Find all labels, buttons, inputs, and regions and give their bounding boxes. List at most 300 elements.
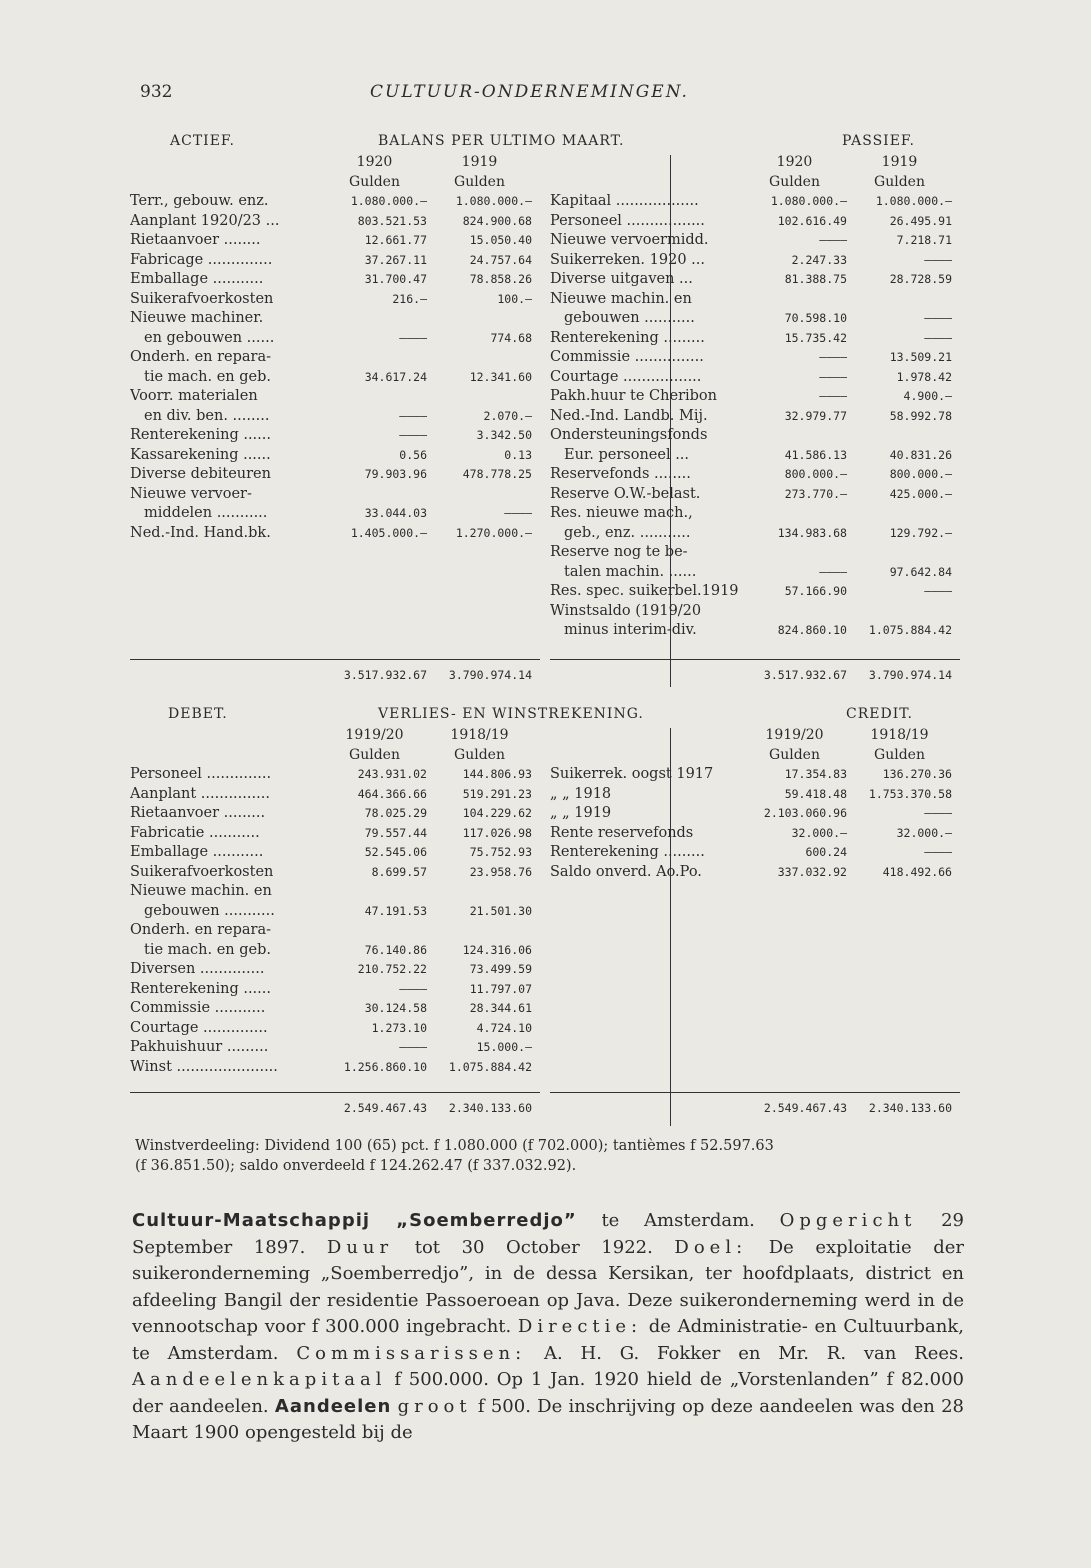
text-run: tot 30 October 1922. bbox=[393, 1236, 675, 1258]
balance-row bbox=[130, 212, 540, 232]
text-run: te Amsterdam. bbox=[576, 1210, 780, 1231]
row-value: 7.218.71 bbox=[896, 233, 952, 247]
row-value: 12.661.77 bbox=[364, 233, 427, 247]
row-label: Renterekening ...... bbox=[130, 980, 271, 997]
text-run: f 500.000. Op 1 Jan. 1920 hield de „Vorstenlanden” f 82.000 der aandeelen. bbox=[132, 1369, 964, 1417]
pl-row bbox=[550, 785, 960, 805]
row-value: 104.229.62 bbox=[462, 806, 532, 820]
row-label: Courtage .............. bbox=[130, 1019, 268, 1036]
row-value: 31.700.47 bbox=[364, 272, 427, 286]
row-label: Courtage ................. bbox=[550, 368, 702, 385]
total-1919: 3.790.974.14 bbox=[868, 668, 952, 682]
row-value: 21.501.30 bbox=[469, 903, 532, 918]
row-value: 0.13 bbox=[504, 447, 532, 462]
balance-row bbox=[550, 348, 960, 368]
row-value: 1.075.884.42 bbox=[448, 1059, 532, 1074]
row-value bbox=[427, 882, 532, 902]
row-label: Renterekening ......... bbox=[550, 329, 705, 346]
row-label: Pakhuishuur ......... bbox=[130, 1039, 269, 1055]
total-1919-20: 2.549.467.43 bbox=[763, 1101, 847, 1115]
row-label: Personeel .............. bbox=[130, 766, 272, 782]
year-header bbox=[550, 726, 960, 746]
row-label: Saldo onverd. Ao.Po. bbox=[550, 863, 702, 880]
currency-label: Gulden bbox=[874, 173, 925, 190]
row-value: ———— bbox=[399, 981, 427, 996]
pl-title: VERLIES- EN WINSTREKENING. bbox=[378, 706, 644, 722]
row-value: ———— bbox=[924, 584, 952, 598]
row-value: 1.978.42 bbox=[896, 369, 952, 384]
currency-header bbox=[130, 173, 540, 193]
row-value bbox=[322, 921, 427, 941]
distribution-line: Winstverdeeling: Dividend 100 (65) pct. f 1.080.000 (f 702.000); tantièmes f 52.597.63 bbox=[135, 1138, 774, 1154]
balance-row bbox=[550, 621, 960, 641]
row-value bbox=[427, 309, 532, 329]
row-label: Voorr. materialen bbox=[130, 388, 258, 404]
balance-row bbox=[550, 485, 960, 505]
row-value: 800.000.— bbox=[889, 467, 952, 481]
currency-label: Gulden bbox=[454, 173, 505, 190]
profit-loss-account bbox=[130, 706, 960, 1126]
balance-sheet bbox=[130, 133, 960, 693]
actief-column bbox=[130, 153, 540, 543]
year-1919-20: 1919/20 bbox=[345, 727, 404, 743]
row-label: Fabricage .............. bbox=[130, 251, 273, 268]
row-value: 8.699.57 bbox=[371, 864, 427, 879]
row-label: Renterekening ......... bbox=[550, 844, 705, 860]
balance-row bbox=[550, 563, 960, 583]
row-value: 337.032.92 bbox=[777, 864, 847, 879]
row-value: 75.752.93 bbox=[469, 845, 532, 859]
row-label: Suikerrek. oogst 1917 bbox=[550, 766, 714, 782]
balance-row bbox=[130, 446, 540, 466]
balance-row bbox=[130, 192, 540, 212]
row-label: „ „ 1918 bbox=[550, 785, 612, 802]
row-label: Commissie ............... bbox=[550, 349, 704, 365]
row-label: Kassarekening ...... bbox=[130, 446, 271, 463]
passief-label: PASSIEF. bbox=[842, 133, 915, 149]
row-value: 478.778.25 bbox=[462, 467, 532, 481]
balance-row bbox=[550, 426, 960, 446]
row-value bbox=[322, 309, 427, 329]
passief-total bbox=[550, 659, 960, 686]
balance-row bbox=[550, 543, 960, 563]
page-header bbox=[140, 82, 961, 106]
row-value: 1.080.000.— bbox=[770, 194, 847, 208]
spaced-heading: Commissarissen: bbox=[296, 1342, 527, 1364]
row-value: 28.344.61 bbox=[469, 1001, 532, 1015]
pl-row bbox=[130, 863, 540, 883]
distribution-line: (f 36.851.50); saldo onverdeeld f 124.262.47 (f 337.032.92). bbox=[135, 1158, 577, 1174]
balance-row bbox=[130, 329, 540, 349]
credit-column bbox=[550, 726, 960, 882]
pl-row bbox=[550, 863, 960, 883]
row-value: 425.000.— bbox=[889, 486, 952, 501]
row-value: ———— bbox=[819, 350, 847, 364]
row-value: 418.492.66 bbox=[882, 864, 952, 879]
row-value: 15.050.40 bbox=[469, 233, 532, 247]
row-label: Fabricatie ........... bbox=[130, 824, 260, 841]
row-value: ———— bbox=[399, 330, 427, 345]
page-number: 932 bbox=[140, 82, 173, 102]
row-label: minus interim-div. bbox=[564, 622, 697, 638]
row-value: 97.642.84 bbox=[889, 564, 952, 579]
year-1918-19: 1918/19 bbox=[450, 727, 509, 743]
balance-row bbox=[550, 251, 960, 271]
row-label: Personeel ................. bbox=[550, 212, 705, 229]
row-value bbox=[322, 485, 427, 505]
row-value bbox=[742, 504, 847, 524]
row-value: 0.56 bbox=[399, 447, 427, 462]
profit-distribution-note bbox=[135, 1136, 965, 1176]
row-value: 33.044.03 bbox=[364, 506, 427, 520]
row-value: 600.24 bbox=[805, 845, 847, 859]
row-value: 824.900.68 bbox=[462, 213, 532, 228]
balance-row bbox=[550, 212, 960, 232]
row-value: 210.752.22 bbox=[357, 962, 427, 976]
row-label: middelen ........... bbox=[144, 505, 268, 521]
row-value: 243.931.02 bbox=[357, 767, 427, 781]
row-value: 117.026.98 bbox=[462, 825, 532, 840]
row-label: Terr., gebouw. enz. bbox=[130, 193, 269, 209]
row-value: 273.770.— bbox=[784, 486, 847, 501]
pl-row bbox=[130, 785, 540, 805]
passief-column bbox=[550, 153, 960, 641]
row-value bbox=[742, 543, 847, 563]
row-value: ———— bbox=[924, 330, 952, 345]
spaced-heading: Opgericht bbox=[779, 1210, 917, 1231]
total-1918-19: 2.340.133.60 bbox=[448, 1101, 532, 1115]
total-1919-20: 2.549.467.43 bbox=[343, 1101, 427, 1115]
row-label: Nieuwe machiner. bbox=[130, 310, 264, 326]
pl-row bbox=[130, 960, 540, 980]
text-run: De exploitatie der suikeronderneming „Soemberredjo”, in de dessa Kersikan, ter hoofdplaats, district en afdeeling Bangil der residentie Passoeroean op Java. Deze suikeronderneming werd in de vennootschap voor f 300.000 ingebracht. bbox=[132, 1236, 964, 1337]
text-run: f 500. De inschrijving op deze aandeelen was den 28 Maart 1900 opengesteld bij de bbox=[132, 1395, 964, 1443]
year-header bbox=[130, 726, 540, 746]
row-value: 519.291.23 bbox=[462, 786, 532, 801]
spaced-heading: Aandeelenkapitaal bbox=[132, 1369, 387, 1390]
row-value: 1.075.884.42 bbox=[868, 623, 952, 637]
balance-row bbox=[550, 407, 960, 427]
row-label: Renterekening ...... bbox=[130, 427, 271, 443]
row-value bbox=[847, 426, 952, 446]
pl-row bbox=[130, 902, 540, 922]
row-value: 17.354.83 bbox=[784, 767, 847, 781]
row-label: Res. nieuwe mach., bbox=[550, 505, 693, 521]
row-label: Emballage ........... bbox=[130, 271, 264, 287]
year-1919: 1919 bbox=[461, 154, 498, 170]
row-value: 58.992.78 bbox=[889, 408, 952, 423]
balance-row bbox=[550, 446, 960, 466]
pl-row bbox=[130, 999, 540, 1019]
row-value: 1.273.10 bbox=[371, 1020, 427, 1035]
text-run: A. H. G. Fokker en Mr. R. van Rees. bbox=[526, 1342, 964, 1364]
company-description bbox=[132, 1208, 964, 1447]
row-value: 78.025.29 bbox=[364, 806, 427, 820]
row-value: 1.080.000.— bbox=[875, 194, 952, 208]
balance-title-row bbox=[130, 133, 960, 153]
row-value: 15.735.42 bbox=[784, 330, 847, 345]
text-run: 29 September 1897. bbox=[132, 1210, 964, 1258]
year-1918-19: 1918/19 bbox=[870, 727, 929, 743]
row-label: Suikerreken. 1920 ... bbox=[550, 251, 705, 268]
row-value: 824.860.10 bbox=[777, 623, 847, 637]
row-value: 76.140.86 bbox=[364, 942, 427, 957]
pl-row bbox=[130, 824, 540, 844]
row-value: 47.191.53 bbox=[364, 903, 427, 918]
row-value: 11.797.07 bbox=[469, 981, 532, 996]
row-label: Diversen .............. bbox=[130, 961, 265, 977]
row-value: ———— bbox=[819, 564, 847, 579]
row-value: 464.366.66 bbox=[357, 786, 427, 801]
balance-row bbox=[130, 251, 540, 271]
balance-row bbox=[130, 290, 540, 310]
row-label: Kapitaal .................. bbox=[550, 193, 699, 209]
company-name: Cultuur-Maatschappij „Soemberredjo” bbox=[132, 1210, 577, 1231]
spaced-heading: groot bbox=[397, 1395, 472, 1417]
row-value: ———— bbox=[819, 389, 847, 403]
year-header bbox=[550, 153, 960, 173]
row-value: 52.545.06 bbox=[364, 845, 427, 859]
row-value bbox=[847, 504, 952, 524]
row-value: 24.757.64 bbox=[469, 252, 532, 267]
row-value: 79.557.44 bbox=[364, 825, 427, 840]
spaced-heading: Directie: bbox=[517, 1316, 643, 1337]
row-value: ———— bbox=[819, 233, 847, 247]
total-1918-19: 2.340.133.60 bbox=[868, 1101, 952, 1115]
currency-label: Gulden bbox=[769, 173, 820, 190]
row-label: tie mach. en geb. bbox=[144, 941, 272, 958]
row-label: en div. ben. ........ bbox=[144, 407, 270, 424]
year-1919: 1919 bbox=[881, 154, 918, 170]
balance-row bbox=[550, 192, 960, 212]
row-value: 800.000.— bbox=[784, 467, 847, 481]
actief-label: ACTIEF. bbox=[170, 133, 235, 149]
row-value: 40.831.26 bbox=[889, 447, 952, 462]
pl-row bbox=[130, 882, 540, 902]
year-header bbox=[130, 153, 540, 173]
row-value: 1.080.000.— bbox=[455, 194, 532, 208]
row-value: 26.495.91 bbox=[889, 213, 952, 228]
row-label: Ned.-Ind. Landb. Mij. bbox=[550, 407, 708, 424]
debet-column bbox=[130, 726, 540, 1077]
row-label: Onderh. en repara- bbox=[130, 922, 272, 938]
balance-row bbox=[550, 504, 960, 524]
balance-row bbox=[130, 485, 540, 505]
balance-row bbox=[550, 524, 960, 544]
balance-row bbox=[130, 407, 540, 427]
balance-row bbox=[550, 368, 960, 388]
row-value: 1.256.860.10 bbox=[343, 1059, 427, 1074]
row-value bbox=[427, 387, 532, 407]
row-value: ———— bbox=[924, 845, 952, 859]
row-label: Commissie ........... bbox=[130, 1000, 266, 1016]
pl-row bbox=[130, 921, 540, 941]
row-value: 73.499.59 bbox=[469, 962, 532, 976]
row-value: 59.418.48 bbox=[784, 786, 847, 801]
row-value: 4.900.— bbox=[903, 389, 952, 403]
row-value: 124.316.06 bbox=[462, 942, 532, 957]
row-value: 13.509.21 bbox=[889, 350, 952, 364]
balance-title: BALANS PER ULTIMO MAART. bbox=[378, 133, 625, 149]
row-value: 79.903.96 bbox=[364, 467, 427, 481]
row-label: Reserve nog te be- bbox=[550, 544, 688, 560]
row-value: 1.080.000.— bbox=[350, 194, 427, 208]
text-run: de Administratie- en Cultuurbank, te Amsterdam. bbox=[132, 1316, 964, 1364]
balance-row bbox=[130, 387, 540, 407]
row-label: tie mach. en geb. bbox=[144, 368, 272, 385]
currency-label: Gulden bbox=[874, 746, 925, 763]
row-value bbox=[427, 921, 532, 941]
balance-row bbox=[130, 426, 540, 446]
pl-row bbox=[130, 765, 540, 785]
balance-row bbox=[130, 348, 540, 368]
balance-row bbox=[550, 270, 960, 290]
row-label: gebouwen ........... bbox=[564, 310, 695, 326]
row-value: 136.270.36 bbox=[882, 767, 952, 781]
balance-row bbox=[550, 602, 960, 622]
row-value bbox=[847, 543, 952, 563]
balance-row bbox=[130, 309, 540, 329]
pl-title-row bbox=[130, 706, 960, 726]
row-label: Winst ...................... bbox=[130, 1058, 278, 1075]
pl-row bbox=[550, 804, 960, 824]
row-label: en gebouwen ...... bbox=[144, 329, 275, 346]
row-label: Reservefonds ........ bbox=[550, 466, 691, 482]
actief-total bbox=[130, 659, 540, 686]
debet-label: DEBET. bbox=[168, 706, 228, 722]
row-label: Rietaanvoer ......... bbox=[130, 805, 266, 821]
balance-row bbox=[550, 465, 960, 485]
row-value: ———— bbox=[924, 252, 952, 267]
credit-total bbox=[550, 1092, 960, 1119]
balance-row bbox=[550, 309, 960, 329]
row-label: Emballage ........... bbox=[130, 844, 264, 860]
row-value: ———— bbox=[924, 311, 952, 325]
row-value: 30.124.58 bbox=[364, 1001, 427, 1015]
currency-label: Gulden bbox=[349, 173, 400, 190]
row-value: 81.388.75 bbox=[784, 272, 847, 286]
row-value bbox=[742, 426, 847, 446]
row-value: 28.728.59 bbox=[889, 272, 952, 286]
pl-row bbox=[130, 941, 540, 961]
pl-row bbox=[550, 843, 960, 863]
row-value: 12.341.60 bbox=[469, 369, 532, 384]
row-value: 216.— bbox=[392, 291, 427, 306]
row-label: Winstsaldo (1919/20 bbox=[550, 602, 702, 619]
row-label: Reserve O.W.-belast. bbox=[550, 485, 701, 502]
row-value: ———— bbox=[399, 428, 427, 442]
pl-row bbox=[130, 1058, 540, 1078]
row-value bbox=[427, 348, 532, 368]
row-label: Aanplant 1920/23 ... bbox=[130, 212, 280, 229]
total-1919: 3.790.974.14 bbox=[448, 668, 532, 682]
row-label: Nieuwe machin. en bbox=[550, 290, 692, 307]
total-1920: 3.517.932.67 bbox=[763, 668, 847, 682]
row-label: Onderh. en repara- bbox=[130, 349, 272, 365]
row-value: 2.247.33 bbox=[791, 252, 847, 267]
row-label: Nieuwe vervoer- bbox=[130, 485, 252, 502]
row-value bbox=[322, 387, 427, 407]
balance-row bbox=[130, 231, 540, 251]
row-value: 32.000.— bbox=[791, 825, 847, 840]
currency-label: Gulden bbox=[349, 746, 400, 763]
row-label: Suikerafvoerkosten bbox=[130, 290, 274, 307]
row-label: gebouwen ........... bbox=[144, 902, 275, 919]
row-label: Suikerafvoerkosten bbox=[130, 863, 274, 880]
row-label: Rietaanvoer ........ bbox=[130, 232, 261, 248]
spaced-heading: Duur bbox=[326, 1236, 394, 1258]
row-label: Diverse debiteuren bbox=[130, 466, 271, 482]
row-value: 2.070.— bbox=[483, 408, 532, 423]
row-value: ———— bbox=[399, 1040, 427, 1054]
year-1919-20: 1919/20 bbox=[765, 727, 824, 743]
balance-row bbox=[550, 329, 960, 349]
row-label: Aanplant ............... bbox=[130, 785, 270, 802]
row-label: Res. spec. suikerbel.1919 bbox=[550, 583, 739, 599]
debet-total bbox=[130, 1092, 540, 1119]
pl-row bbox=[130, 980, 540, 1000]
pl-row bbox=[550, 824, 960, 844]
balance-row bbox=[130, 368, 540, 388]
row-value: 803.521.53 bbox=[357, 213, 427, 228]
spaced-heading: Doel: bbox=[674, 1236, 748, 1258]
row-value: 41.586.13 bbox=[784, 447, 847, 462]
row-value: 78.858.26 bbox=[469, 272, 532, 286]
row-value bbox=[322, 882, 427, 902]
row-value: 134.983.68 bbox=[777, 525, 847, 540]
currency-header bbox=[550, 746, 960, 766]
row-label: Nieuwe machin. en bbox=[130, 883, 272, 899]
row-value: 32.979.77 bbox=[784, 408, 847, 423]
row-label: „ „ 1919 bbox=[550, 805, 612, 821]
row-value bbox=[322, 348, 427, 368]
row-label: talen machin. ...... bbox=[564, 563, 697, 580]
row-value: 34.617.24 bbox=[364, 369, 427, 384]
currency-header bbox=[550, 173, 960, 193]
balance-row bbox=[130, 465, 540, 485]
row-label: Nieuwe vervoermidd. bbox=[550, 232, 709, 248]
row-value: 23.958.76 bbox=[469, 864, 532, 879]
row-value: 129.792.— bbox=[889, 525, 952, 540]
row-value: 37.267.11 bbox=[364, 252, 427, 267]
row-value bbox=[742, 290, 847, 310]
credit-label: CREDIT. bbox=[846, 706, 913, 722]
row-value: 2.103.060.96 bbox=[763, 806, 847, 820]
row-value: 1.405.000.— bbox=[350, 525, 427, 540]
year-1920: 1920 bbox=[776, 154, 813, 170]
row-value bbox=[847, 602, 952, 622]
row-value: ———— bbox=[399, 408, 427, 423]
row-label: Ondersteuningsfonds bbox=[550, 427, 708, 443]
row-value: 4.724.10 bbox=[476, 1020, 532, 1035]
currency-label: Gulden bbox=[769, 746, 820, 763]
row-value: 102.616.49 bbox=[777, 213, 847, 228]
row-value: ———— bbox=[924, 806, 952, 820]
row-value bbox=[427, 485, 532, 505]
pl-row bbox=[130, 804, 540, 824]
row-value: 57.166.90 bbox=[784, 584, 847, 598]
pl-row bbox=[130, 1038, 540, 1058]
balance-row bbox=[130, 504, 540, 524]
balance-row bbox=[130, 270, 540, 290]
row-value bbox=[742, 602, 847, 622]
bold-heading: Aandeelen bbox=[274, 1395, 392, 1417]
row-value: 32.000.— bbox=[896, 825, 952, 840]
row-value: 1.753.370.58 bbox=[868, 786, 952, 801]
pl-row bbox=[130, 1019, 540, 1039]
year-1920: 1920 bbox=[356, 154, 393, 170]
row-value: 15.000.— bbox=[476, 1040, 532, 1054]
